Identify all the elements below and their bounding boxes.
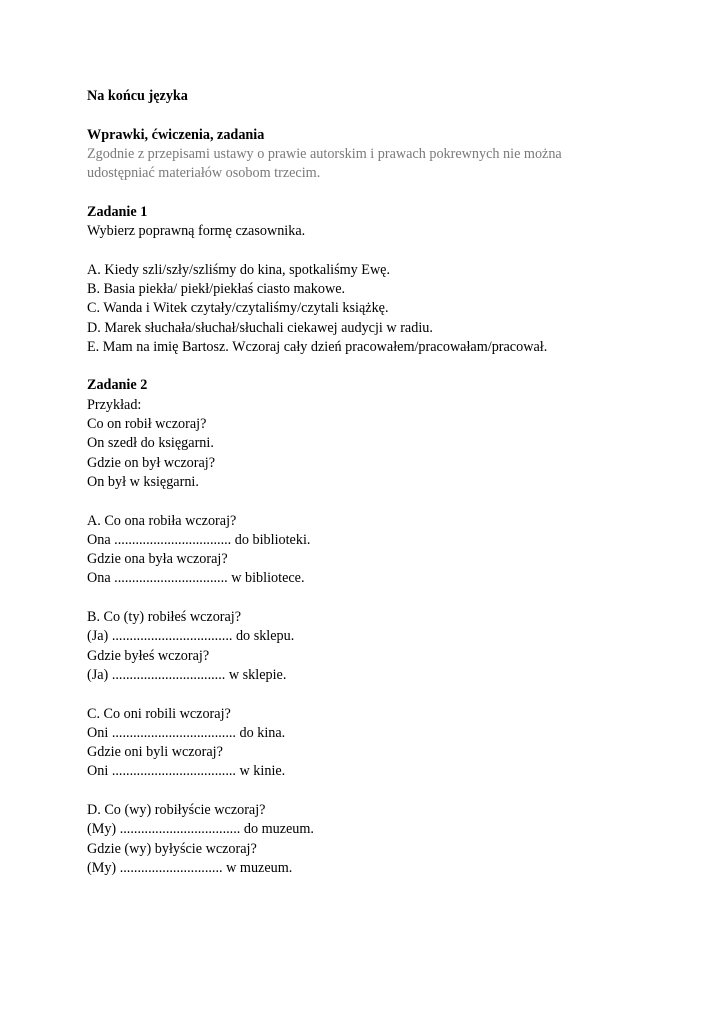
exercise-line: Oni ................................... w kinie. (87, 763, 286, 780)
example-label: Przykład: (87, 396, 142, 413)
exercise-line: A. Co ona robiła wczoraj? (87, 512, 237, 529)
spacer (87, 357, 685, 376)
exercise-group-c (87, 705, 685, 782)
example-line: On był w księgarni. (87, 473, 199, 490)
example-line: Gdzie on był wczoraj? (87, 454, 216, 471)
document-title: Na końcu języka (87, 88, 188, 104)
task-1-instruction: Wybierz poprawną formę czasownika. (87, 223, 306, 240)
exercise-group-a (87, 512, 685, 589)
task-2-heading: Zadanie 2 (87, 377, 148, 394)
task-1-item: E. Mam na imię Bartosz. Wczoraj cały dzień pracowałem/pracowałam/pracował. (87, 338, 548, 355)
task-1-item: B. Basia piekła/ piekł/piekłaś ciasto makowe. (87, 280, 346, 297)
exercise-line: Gdzie byłeś wczoraj? (87, 647, 210, 664)
task-1-section (87, 203, 685, 357)
exercise-line: Gdzie (wy) byłyście wczoraj? (87, 840, 257, 857)
spacer (87, 241, 685, 260)
task-2-section (87, 376, 685, 878)
exercise-group-b (87, 608, 685, 685)
exercise-line: D. Co (wy) robiłyście wczoraj? (87, 801, 266, 818)
spacer (87, 685, 685, 704)
copyright-notice-line-2: udostępniać materiałów osobom trzecim. (87, 165, 321, 182)
task-1-item: C. Wanda i Witek czytały/czytaliśmy/czytali książkę. (87, 300, 389, 317)
spacer (87, 589, 685, 608)
task-1-heading: Zadanie 1 (87, 203, 148, 220)
exercise-line: Gdzie oni byli wczoraj? (87, 744, 223, 761)
exercise-line: (My) ............................. w muzeum. (87, 859, 293, 876)
example-line: Co on robił wczoraj? (87, 416, 207, 433)
exercise-line: (Ja) ................................ w sklepie. (87, 666, 287, 683)
task-1-item: A. Kiedy szli/szły/szliśmy do kina, spotkaliśmy Ewę. (87, 261, 391, 278)
task-1-item: D. Marek słuchała/słuchał/słuchali ciekawej audycji w radiu. (87, 319, 433, 336)
spacer (87, 183, 685, 202)
exercise-line: (Ja) .................................. do sklepu. (87, 628, 295, 645)
spacer (87, 492, 685, 511)
copyright-notice-line-1: Zgodnie z przepisami ustawy o prawie autorskim i prawach pokrewnych nie można (87, 145, 562, 162)
document-subtitle: Wprawki, ćwiczenia, zadania (87, 126, 265, 143)
exercise-group-d (87, 801, 685, 878)
exercise-line: B. Co (ty) robiłeś wczoraj? (87, 609, 242, 626)
example-line: On szedł do księgarni. (87, 435, 214, 452)
spacer (87, 782, 685, 801)
exercise-line: Gdzie ona była wczoraj? (87, 551, 228, 568)
exercise-line: C. Co oni robili wczoraj? (87, 705, 231, 722)
spacer (87, 106, 685, 125)
exercise-line: Ona ................................. do biblioteki. (87, 531, 311, 548)
exercise-line: Oni ................................... do kina. (87, 724, 286, 741)
exercise-line: (My) .................................. do muzeum. (87, 821, 314, 838)
exercise-line: Ona ................................ w bibliotece. (87, 570, 305, 587)
